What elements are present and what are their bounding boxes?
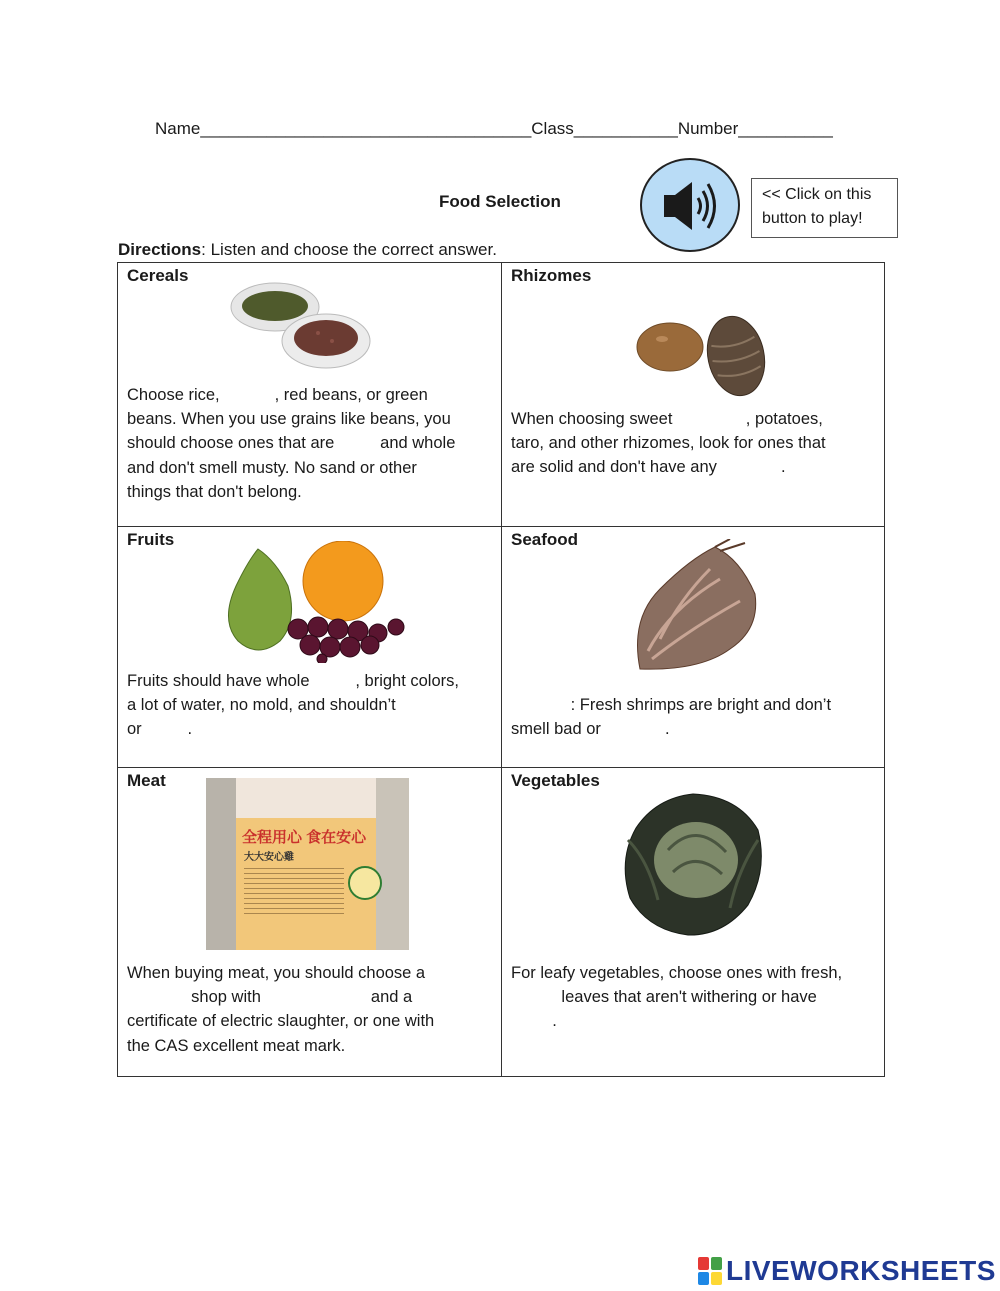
text-line: Fruits should have whole , bright colors, — [127, 672, 459, 690]
name-label: Name — [155, 119, 201, 138]
meat-product-name: 大大安心雞 — [244, 852, 294, 863]
text-line: the CAS excellent meat mark. — [127, 1036, 346, 1055]
fruits-title: Fruits — [127, 530, 175, 549]
text-line: : Fresh shrimps are bright and don’t — [511, 696, 832, 714]
cell-seafood — [502, 527, 885, 767]
directions-label: Directions — [118, 240, 202, 259]
text-line: smell bad or . — [511, 720, 670, 739]
vegetables-title: Vegetables — [511, 771, 600, 790]
seafood-text — [511, 693, 877, 741]
cell-rhizomes — [502, 263, 885, 526]
liveworksheets-logo — [698, 1254, 996, 1288]
meat-title: Meat — [127, 771, 166, 790]
cell-vegetables — [502, 768, 885, 1077]
logo-mark-icon — [698, 1257, 722, 1285]
student-info-line — [155, 119, 833, 139]
seafood-title: Seafood — [511, 530, 579, 549]
class-field[interactable]: ___________ — [573, 119, 678, 138]
meat-text — [127, 961, 493, 1058]
cereals-text — [127, 383, 493, 504]
shrimp-image — [620, 539, 765, 679]
page-title: Food Selection — [439, 192, 561, 211]
text-line: should choose ones that are and whole — [127, 434, 456, 453]
cell-meat — [118, 768, 501, 1077]
cabbage-image — [618, 790, 768, 940]
text-line: taro, and other rhizomes, look for ones that — [511, 434, 826, 453]
text-line: a lot of water, no mold, and shouldn’t — [127, 696, 396, 715]
text-line: When choosing sweet , potatoes, — [511, 410, 823, 428]
directions-text: : Listen and choose the correct answer. — [201, 240, 497, 259]
certification-seal-icon — [348, 866, 382, 900]
text-line: shop with and a — [127, 988, 413, 1007]
meat-package-image — [206, 778, 409, 950]
text-line: When buying meat, you should choose a — [127, 964, 426, 982]
meat-slogan: 全程用心 食在安心 — [242, 829, 367, 846]
text-line: things that don't belong. — [127, 482, 302, 501]
text-line: For leafy vegetables, choose ones with fresh, — [511, 964, 843, 982]
text-line: certificate of electric slaughter, or one with — [127, 1012, 435, 1031]
logo-text: LIVEWORKSHEETS — [726, 1255, 996, 1286]
text-line: . — [511, 1012, 557, 1031]
rhizomes-title: Rhizomes — [511, 266, 592, 285]
number-field[interactable]: __________ — [738, 119, 833, 138]
vegetables-text — [511, 961, 877, 1034]
speaker-icon — [660, 178, 722, 234]
fruits-image — [218, 541, 413, 663]
rhizomes-image — [634, 311, 774, 401]
cell-fruits — [118, 527, 501, 767]
rhizomes-text — [511, 407, 877, 480]
food-table — [117, 262, 885, 1077]
text-line: and don't smell musty. No sand or other — [127, 458, 417, 477]
play-audio-button[interactable] — [640, 158, 740, 252]
fruits-text — [127, 669, 493, 742]
number-label: Number — [677, 119, 739, 138]
class-label: Class — [531, 119, 574, 138]
cereals-title: Cereals — [127, 266, 189, 285]
text-line: beans. When you use grains like beans, you — [127, 410, 451, 429]
play-instruction-note — [751, 178, 898, 238]
note-line-1: << Click on this — [762, 186, 872, 203]
directions — [118, 240, 497, 260]
text-line: or . — [127, 720, 193, 739]
text-line: are solid and don't have any . — [511, 458, 786, 477]
cereals-image — [230, 281, 375, 371]
text-line: leaves that aren't withering or have — [511, 988, 817, 1007]
cell-cereals — [118, 263, 501, 526]
text-line: Choose rice, , red beans, or green — [127, 386, 428, 404]
name-field[interactable]: ___________________________________ — [200, 119, 532, 138]
note-line-2: button to play! — [762, 210, 863, 227]
